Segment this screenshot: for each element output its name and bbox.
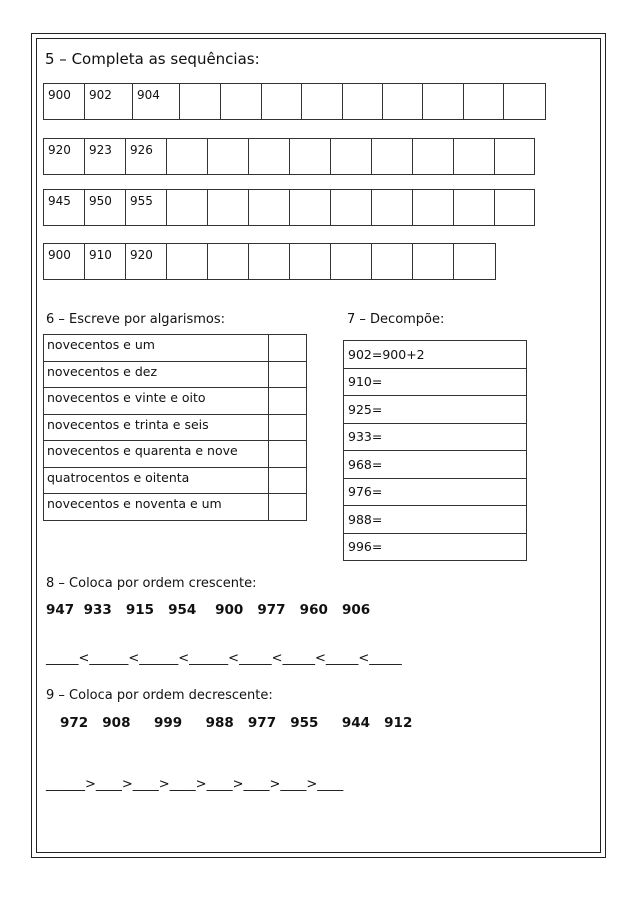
answer-box[interactable] <box>269 361 307 388</box>
sequence-cell[interactable] <box>289 243 331 280</box>
sequence-cell: 950 <box>84 189 126 226</box>
sequence-cell[interactable] <box>342 83 383 120</box>
table-row <box>344 478 527 506</box>
decompose-item[interactable]: 996= <box>344 533 527 561</box>
sequence-cell[interactable] <box>330 138 372 175</box>
sequence-cell[interactable] <box>412 138 454 175</box>
sequence-cell[interactable] <box>463 83 504 120</box>
section-8-numbers: 947 933 915 954 900 977 960 906 <box>46 602 371 618</box>
decompose-table <box>343 340 527 561</box>
sequence-cell[interactable] <box>207 138 249 175</box>
table-row <box>44 414 307 441</box>
sequence-cell: 900 <box>43 83 85 120</box>
sequence-cell[interactable] <box>382 83 423 120</box>
table-row <box>44 388 307 415</box>
sequence-cell[interactable] <box>422 83 464 120</box>
decompose-item[interactable]: 988= <box>344 506 527 534</box>
answer-box[interactable] <box>269 441 307 468</box>
sequence-cell[interactable] <box>289 138 331 175</box>
decompose-item[interactable]: 902=900+2 <box>344 341 527 369</box>
table-row <box>344 451 527 479</box>
table-row <box>44 441 307 468</box>
table-row <box>344 396 527 424</box>
table-row <box>44 467 307 494</box>
table-row <box>44 494 307 521</box>
number-words: novecentos e vinte e oito <box>44 388 269 415</box>
section-6-title: 6 – Escreve por algarismos: <box>46 312 226 327</box>
number-words: novecentos e noventa e um <box>44 494 269 521</box>
answer-box[interactable] <box>269 388 307 415</box>
sequence-cell: 920 <box>125 243 167 280</box>
sequence-cell[interactable] <box>207 243 249 280</box>
table-row <box>344 341 527 369</box>
sequence-cell: 910 <box>84 243 126 280</box>
sequence-cell[interactable] <box>453 189 495 226</box>
table-row <box>344 423 527 451</box>
sequence-cell[interactable] <box>248 138 290 175</box>
sequence-cell[interactable] <box>289 189 331 226</box>
sequence-row-1 <box>43 83 546 120</box>
section-9-numbers: 972 908 999 988 977 955 944 912 <box>60 715 413 731</box>
sequence-cell[interactable] <box>207 189 249 226</box>
section-5-title: 5 – Completa as sequências: <box>45 50 260 68</box>
sequence-cell[interactable] <box>220 83 262 120</box>
sequence-cell[interactable] <box>330 243 372 280</box>
sequence-cell[interactable] <box>166 138 208 175</box>
write-numbers-table <box>43 334 307 521</box>
sequence-cell: 926 <box>125 138 167 175</box>
table-row <box>44 361 307 388</box>
sequence-cell[interactable] <box>494 189 535 226</box>
table-row <box>344 506 527 534</box>
sequence-cell[interactable] <box>248 243 290 280</box>
sequence-cell: 904 <box>132 83 180 120</box>
sequence-cell: 902 <box>84 83 133 120</box>
sequence-cell[interactable] <box>371 189 413 226</box>
number-words: novecentos e quarenta e nove <box>44 441 269 468</box>
decompose-item[interactable]: 968= <box>344 451 527 479</box>
sequence-cell[interactable] <box>412 189 454 226</box>
sequence-cell[interactable] <box>261 83 302 120</box>
sequence-cell: 920 <box>43 138 85 175</box>
sequence-cell: 900 <box>43 243 85 280</box>
sequence-cell: 945 <box>43 189 85 226</box>
answer-box[interactable] <box>269 467 307 494</box>
number-words: novecentos e dez <box>44 361 269 388</box>
sequence-cell: 923 <box>84 138 126 175</box>
section-9-title: 9 – Coloca por ordem decrescente: <box>46 688 273 703</box>
sequence-cell[interactable] <box>166 243 208 280</box>
sequence-cell[interactable] <box>248 189 290 226</box>
number-words: quatrocentos e oitenta <box>44 467 269 494</box>
sequence-cell[interactable] <box>371 243 413 280</box>
section-8-answer-line[interactable]: _____<______<______<______<_____<_____<_____<_____ <box>46 651 402 666</box>
answer-box[interactable] <box>269 494 307 521</box>
sequence-cell: 955 <box>125 189 167 226</box>
answer-box[interactable] <box>269 414 307 441</box>
sequence-cell[interactable] <box>453 138 495 175</box>
sequence-cell[interactable] <box>166 189 208 226</box>
decompose-item[interactable]: 925= <box>344 396 527 424</box>
sequence-cell[interactable] <box>503 83 546 120</box>
sequence-cell[interactable] <box>301 83 343 120</box>
number-words: novecentos e um <box>44 335 269 362</box>
sequence-cell[interactable] <box>330 189 372 226</box>
answer-box[interactable] <box>269 335 307 362</box>
table-row <box>344 368 527 396</box>
table-row <box>44 335 307 362</box>
sequence-cell[interactable] <box>179 83 221 120</box>
section-7-title: 7 – Decompõe: <box>347 312 445 327</box>
decompose-item[interactable]: 910= <box>344 368 527 396</box>
section-9-answer-line[interactable]: ______>____>____>____>____>____>____>____ <box>46 777 344 792</box>
sequence-cell[interactable] <box>494 138 535 175</box>
sequence-row-3 <box>43 189 535 226</box>
section-8-title: 8 – Coloca por ordem crescente: <box>46 576 257 591</box>
decompose-item[interactable]: 976= <box>344 478 527 506</box>
sequence-row-2 <box>43 138 535 175</box>
table-row <box>344 533 527 561</box>
sequence-row-4 <box>43 243 496 280</box>
sequence-cell[interactable] <box>412 243 454 280</box>
sequence-cell[interactable] <box>453 243 496 280</box>
sequence-cell[interactable] <box>371 138 413 175</box>
number-words: novecentos e trinta e seis <box>44 414 269 441</box>
decompose-item[interactable]: 933= <box>344 423 527 451</box>
